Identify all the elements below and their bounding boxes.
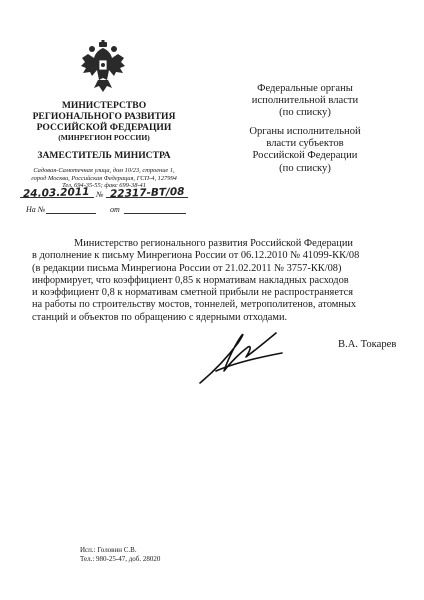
body-line-1: Министерство регионального развития Российской Федерации (74, 238, 353, 249)
addressee-1-line-1: Федеральные органы (257, 83, 353, 94)
ministry-line-1: МИНИСТЕРСТВО (61, 100, 147, 111)
addressee-2-line-1: Органы исполнительной (249, 126, 361, 137)
executor-name: Исп.: Головин С.В. (80, 546, 137, 554)
address-line-3: Тел. 694-35-55; факс 699-38-41 (62, 182, 146, 190)
body-line-6: на работы по строительству мостов, тоннелей, метрополитенов, атомных (32, 299, 357, 311)
signatory-name: В.А. Токарев (338, 339, 397, 350)
addressee-1-line-3: (по списку) (279, 107, 331, 119)
reference-date-underline (124, 213, 186, 214)
addressee-2-line-4: (по списку) (279, 162, 331, 174)
addressee-2-line-2: власти субъектов (266, 138, 344, 150)
executor-info (80, 546, 160, 563)
letter-body (32, 238, 395, 324)
executor-phone: Тел.: 980-25-47, доб. 28020 (80, 554, 161, 563)
addressee-federal-bodies (242, 83, 368, 120)
ministry-short-name: (МИНРЕГИОН РОССИИ) (58, 133, 150, 142)
reference-from-label: от (110, 205, 120, 214)
body-line-3: (в редакции письма Минрегиона России от 21.02.2011 № 3757-КК/08) (32, 262, 342, 274)
addressee-2-line-3: Российской Федерации (252, 150, 358, 162)
handwritten-signature (196, 325, 286, 387)
body-line-4: информирует, что коэффициент 0,85 к нормативам накладных расходов (32, 274, 349, 286)
address-line-2: город Москва, Российская Федерация, ГСП-4, 127994 (31, 174, 177, 182)
addressee-1-line-2: исполнительной власти (251, 95, 359, 107)
registration-date: 24.03.2011 (22, 185, 90, 201)
position-title: ЗАМЕСТИТЕЛЬ МИНИСТРА (37, 150, 171, 161)
reference-number-underline (46, 213, 96, 214)
coat-of-arms-emblem (80, 40, 126, 92)
ministry-name (20, 100, 188, 133)
number-label: № (96, 190, 104, 199)
body-line-7: станций и объектов по обращению с ядерными отходами. (32, 311, 288, 323)
body-line-5: и коэффициент 0,8 к нормативам сметной прибыли не распространяется (32, 287, 354, 299)
address-line-1: Садовая-Самотечная улица, дом 10/23, строение 1, (33, 167, 175, 174)
ministry-line-3: РОССИЙСКОЙ ФЕДЕРАЦИИ (36, 122, 172, 133)
body-line-2: в дополнение к письму Минрегиона России от 06.12.2010 № 41099-КК/08 (32, 250, 360, 262)
addressee-regional-bodies (242, 126, 368, 175)
reference-label: На № (26, 205, 46, 214)
ministry-line-2: РЕГИОНАЛЬНОГО РАЗВИТИЯ (32, 111, 176, 122)
registration-number: 22317-ВТ/08 (109, 185, 185, 201)
